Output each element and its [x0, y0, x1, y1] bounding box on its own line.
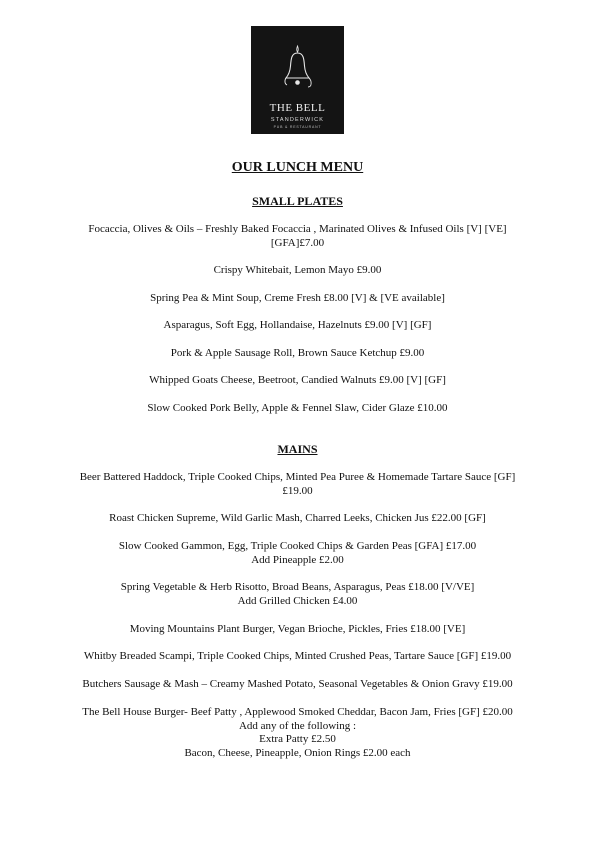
menu-item [55, 512, 540, 526]
menu-item-line: Focaccia, Olives & Oils – Freshly Baked Focaccia , Marinated Olives & Infused Oils [V] [VE] [88, 223, 507, 235]
section-heading-mains: MAINS [277, 442, 318, 456]
menu-item [55, 581, 540, 608]
menu-item-line: Add Pineapple £2.00 [251, 553, 344, 566]
menu-item-line: Add Grilled Chicken £4.00 [237, 594, 358, 607]
logo-subtitle: PUB & RESTAURANT [273, 125, 322, 129]
logo-place: STANDERWICK [270, 117, 325, 123]
menu-item [55, 678, 540, 692]
menu-item [55, 374, 540, 388]
menu-item [55, 347, 540, 361]
menu-item [55, 264, 540, 278]
menu-item [55, 540, 540, 567]
menu-item-line: Beer Battered Haddock, Triple Cooked Chips, Minted Pea Puree & Homemade Tartare Sauce [GF] [79, 471, 516, 483]
menu-item-line: Pork & Apple Sausage Roll, Brown Sauce Ketchup £9.00 [170, 347, 425, 359]
menu-item [55, 402, 540, 416]
menu-item [55, 623, 540, 637]
menu-item [55, 292, 540, 306]
menu-item-line: Spring Pea & Mint Soup, Creme Fresh £8.00 [V] & [VE available] [150, 292, 445, 304]
menu-item-line: Butchers Sausage & Mash – Creamy Mashed Potato, Seasonal Vegetables & Onion Gravy £19.00 [82, 678, 513, 690]
menu-item-line: [GFA]£7.00 [270, 236, 325, 249]
menu-item-line: Spring Vegetable & Herb Risotto, Broad Beans, Asparagus, Peas £18.00 [V/VE] [120, 581, 475, 593]
menu-item-line: Slow Cooked Pork Belly, Apple & Fennel Slaw, Cider Glaze £10.00 [147, 402, 448, 414]
menu-item [55, 650, 540, 664]
menu-item-line: Whipped Goats Cheese, Beetroot, Candied Walnuts £9.00 [V] [GF] [149, 374, 446, 386]
menu-item-line: Slow Cooked Gammon, Egg, Triple Cooked Chips & Garden Peas [GFA] £17.00 [118, 540, 477, 552]
menu-item-line: Extra Patty £2.50 [259, 733, 336, 745]
logo-name: THE BELL [269, 102, 326, 114]
menu-item-line: Asparagus, Soft Egg, Hollandaise, Hazelnuts £9.00 [V] [GF] [163, 319, 432, 331]
menu-item [55, 223, 540, 250]
menu-item-line: Bacon, Cheese, Pineapple, Onion Rings £2.00 each [184, 746, 411, 759]
menu-title: OUR LUNCH MENU [231, 160, 364, 175]
menu-item-line: £19.00 [282, 484, 313, 497]
menu-item [55, 706, 540, 760]
menu-item-line: Whitby Breaded Scampi, Triple Cooked Chips, Minted Crushed Peas, Tartare Sauce [GF] £19.00 [83, 650, 512, 662]
menu-item-line: The Bell House Burger- Beef Patty , Applewood Smoked Cheddar, Bacon Jam, Fries [GF] £20.00 [82, 706, 513, 718]
menu-item [55, 319, 540, 333]
restaurant-logo [251, 26, 344, 134]
menu-item-line: Crispy Whitebait, Lemon Mayo £9.00 [213, 264, 382, 276]
menu-item-line: Roast Chicken Supreme, Wild Garlic Mash, Charred Leeks, Chicken Jus £22.00 [GF] [109, 512, 486, 524]
menu-item-line: Moving Mountains Plant Burger, Vegan Brioche, Pickles, Fries £18.00 [VE] [129, 623, 466, 635]
menu-item-line: Add any of the following : [238, 719, 356, 732]
menu-item [55, 471, 540, 498]
section-heading-small-plates: SMALL PLATES [252, 194, 343, 208]
